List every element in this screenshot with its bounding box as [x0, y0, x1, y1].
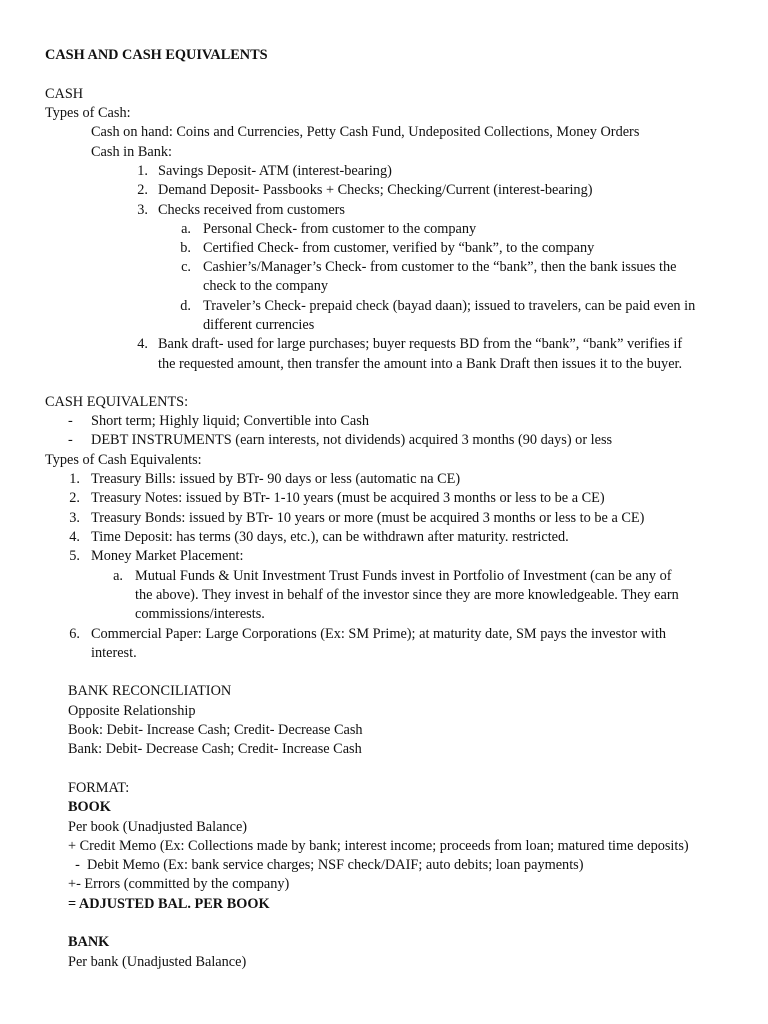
list-item: Treasury Bills: issued by BTr- 90 days or less (automatic na CE): [91, 471, 461, 487]
sub-item-marker: b.: [180, 240, 191, 256]
bullet-item: Short term; Highly liquid; Convertible into Cash: [91, 413, 369, 429]
sub-list-item-continuation: different currencies: [203, 317, 315, 333]
cash-in-bank-label: Cash in Bank:: [91, 144, 173, 160]
list-item-marker: 1.: [69, 471, 80, 487]
cash-heading: CASH: [45, 86, 84, 102]
list-item-continuation: interest.: [91, 645, 137, 661]
cash-equivalents-heading: CASH EQUIVALENTS:: [45, 394, 189, 410]
list-item-marker: 6.: [69, 626, 80, 642]
credit-memo-line: + Credit Memo (Ex: Collections made by bank; interest income; proceeds from loan; matured time deposits): [68, 838, 689, 854]
book-relationship-line: Book: Debit- Increase Cash; Credit- Decrease Cash: [68, 722, 363, 738]
types-of-cash-label: Types of Cash:: [45, 105, 131, 121]
list-item: Checks received from customers: [158, 202, 345, 218]
format-heading: FORMAT:: [68, 780, 130, 796]
sub-list-item: Traveler’s Check- prepaid check (bayad daan); issued to travelers, can be paid even in: [203, 298, 696, 314]
list-item-marker: 2.: [137, 182, 148, 198]
sub-list-item: Mutual Funds & Unit Investment Trust Funds invest in Portfolio of Investment (can be any of: [135, 568, 672, 584]
sub-list-item: Cashier’s/Manager’s Check- from customer to the “bank”, then the bank issues the: [203, 259, 677, 275]
per-bank-line: Per bank (Unadjusted Balance): [68, 954, 247, 970]
list-item: Commercial Paper: Large Corporations (Ex: SM Prime); at maturity date, SM pays the investor with: [91, 626, 667, 642]
errors-line: +- Errors (committed by the company): [68, 876, 290, 892]
sub-list-item-continuation: check to the company: [203, 278, 329, 294]
bank-reconciliation-heading: BANK RECONCILIATION: [68, 683, 232, 699]
sub-item-marker: d.: [180, 298, 191, 314]
list-item: Money Market Placement:: [91, 548, 244, 564]
bullet-marker: -: [68, 432, 73, 448]
cash-on-hand-line: Cash on hand: Coins and Currencies, Petty Cash Fund, Undeposited Collections, Money Orders: [91, 124, 640, 140]
sub-list-item-continuation: the above). They invest in behalf of the investor since they are more knowledgeable. They earn: [135, 587, 679, 603]
list-item: Bank draft- used for large purchases; buyer requests BD from the “bank”, “bank” verifies if: [158, 336, 683, 352]
sub-list-item: Certified Check- from customer, verified by “bank”, to the company: [203, 240, 595, 256]
sub-list-item-continuation: commissions/interests.: [135, 606, 265, 622]
list-item-marker: 4.: [69, 529, 80, 545]
list-item: Treasury Notes: issued by BTr- 1-10 years (must be acquired 3 months or less to be a CE): [91, 490, 605, 506]
sub-item-marker: a.: [113, 568, 123, 584]
sub-list-item: Personal Check- from customer to the company: [203, 221, 477, 237]
list-item-marker: 1.: [137, 163, 148, 179]
sub-item-marker: a.: [181, 221, 191, 237]
list-item: Time Deposit: has terms (30 days, etc.), can be withdrawn after maturity. restricted.: [91, 529, 569, 545]
list-item-marker: 3.: [69, 510, 80, 526]
adjusted-balance-book-line: = ADJUSTED BAL. PER BOOK: [68, 896, 270, 912]
bullet-marker: -: [68, 413, 73, 429]
bank-heading: BANK: [68, 934, 110, 950]
list-item-marker: 4.: [137, 336, 148, 352]
opposite-relationship-line: Opposite Relationship: [68, 703, 196, 719]
bullet-item: DEBT INSTRUMENTS (earn interests, not dividends) acquired 3 months (90 days) or less: [91, 432, 613, 448]
list-item: Savings Deposit- ATM (interest-bearing): [158, 163, 392, 179]
book-heading: BOOK: [68, 799, 111, 815]
list-item-marker: 2.: [69, 490, 80, 506]
sub-item-marker: c.: [181, 259, 191, 275]
per-book-line: Per book (Unadjusted Balance): [68, 819, 248, 835]
list-item-marker: 5.: [69, 548, 80, 564]
list-item: Demand Deposit- Passbooks + Checks; Checking/Current (interest-bearing): [158, 182, 593, 198]
document-title: CASH AND CASH EQUIVALENTS: [45, 47, 268, 63]
list-item: Treasury Bonds: issued by BTr- 10 years or more (must be acquired 3 months or less to be a CE): [91, 510, 645, 526]
bank-relationship-line: Bank: Debit- Decrease Cash; Credit- Increase Cash: [68, 741, 362, 757]
list-item-marker: 3.: [137, 202, 148, 218]
list-item-continuation: the requested amount, then transfer the amount into a Bank Draft then issues it to the buyer.: [158, 356, 683, 372]
debit-memo-line: - Debit Memo (Ex: bank service charges; NSF check/DAIF; auto debits; loan payments): [68, 857, 584, 873]
types-of-cash-equivalents-label: Types of Cash Equivalents:: [45, 452, 202, 468]
